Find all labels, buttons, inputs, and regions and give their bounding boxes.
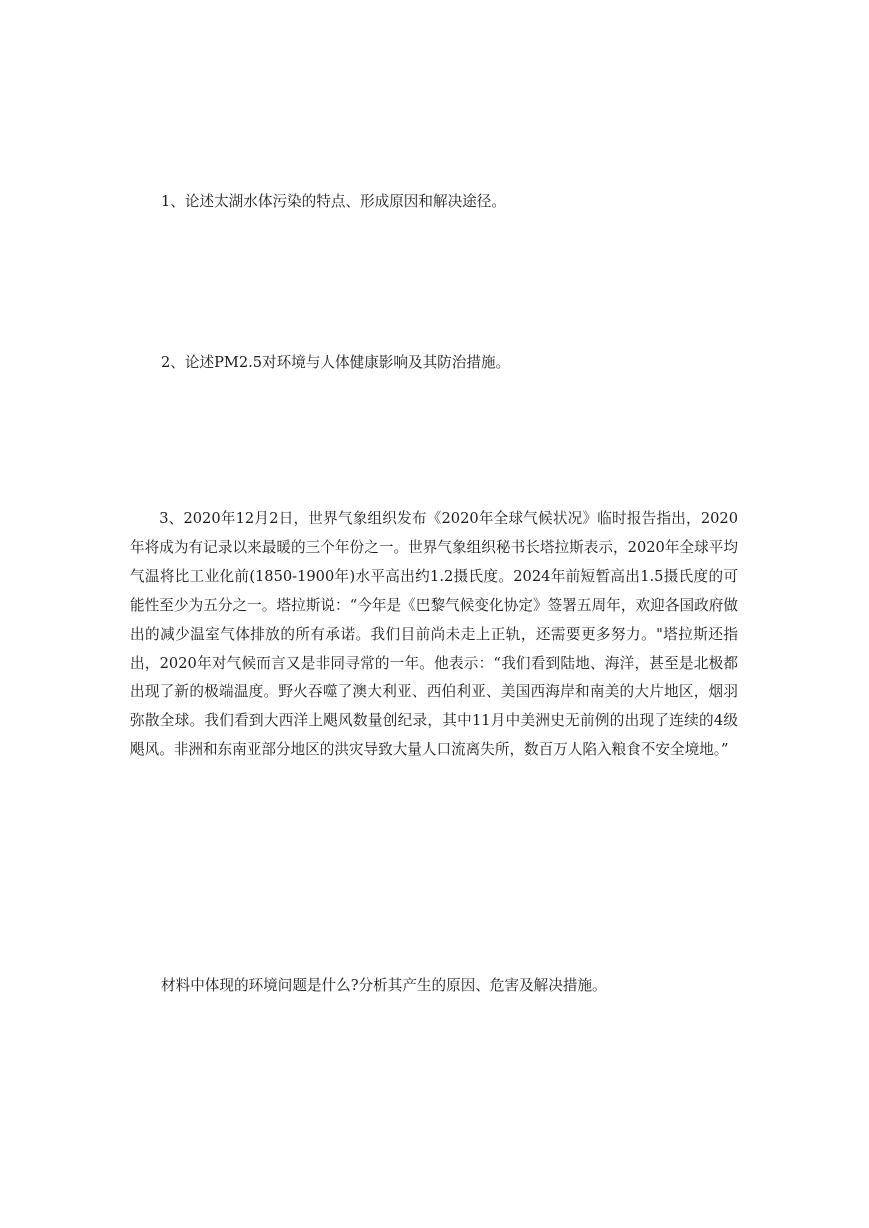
question-2: 2、论述PM2.5对环境与人体健康影响及其防治措施。: [161, 354, 511, 371]
question-3-material: 3、2020年12月2日，世界气象组织发布《2020年全球气候状况》临时报告指出，2020年将成为有记录以来最暖的三个年份之一。世界气象组织秘书长塔拉斯表示，2020年全球平均气温将比工业化前(1850-1900年)水平高出约1.2摄氏度。2024年前短暂高出1.5摄氏度的可能性至少为五分之一。塔拉斯说：“今年是《巴黎气候变化协定》签署五周年，欢迎各国政府做出的减少温室气体排放的所有承诺。我们目前尚未走上正轨，还需要更多努力。"塔拉斯还指出，2020年对气候而言又是非同寻常的一年。他表示：“我们看到陆地、海洋，甚至是北极都出现了新的极端温度。野火吞噬了澳大利亚、西伯利亚、美国西海岸和南美的大片地区，烟羽弥散全球。我们看到大西洋上飓风数量创纪录，其中11月中美洲史无前例的出现了连续的4级飓风。非洲和东南亚部分地区的洪灾导致大量人口流离失所，数百万人陷入粮食不安全境地。”: [130, 510, 738, 759]
question-3-prompt: 材料中体现的环境问题是什么?分析其产生的原因、危害及解决措施。: [161, 977, 607, 994]
question-1: 1、论述太湖水体污染的特点、形成原因和解决途径。: [161, 193, 506, 210]
